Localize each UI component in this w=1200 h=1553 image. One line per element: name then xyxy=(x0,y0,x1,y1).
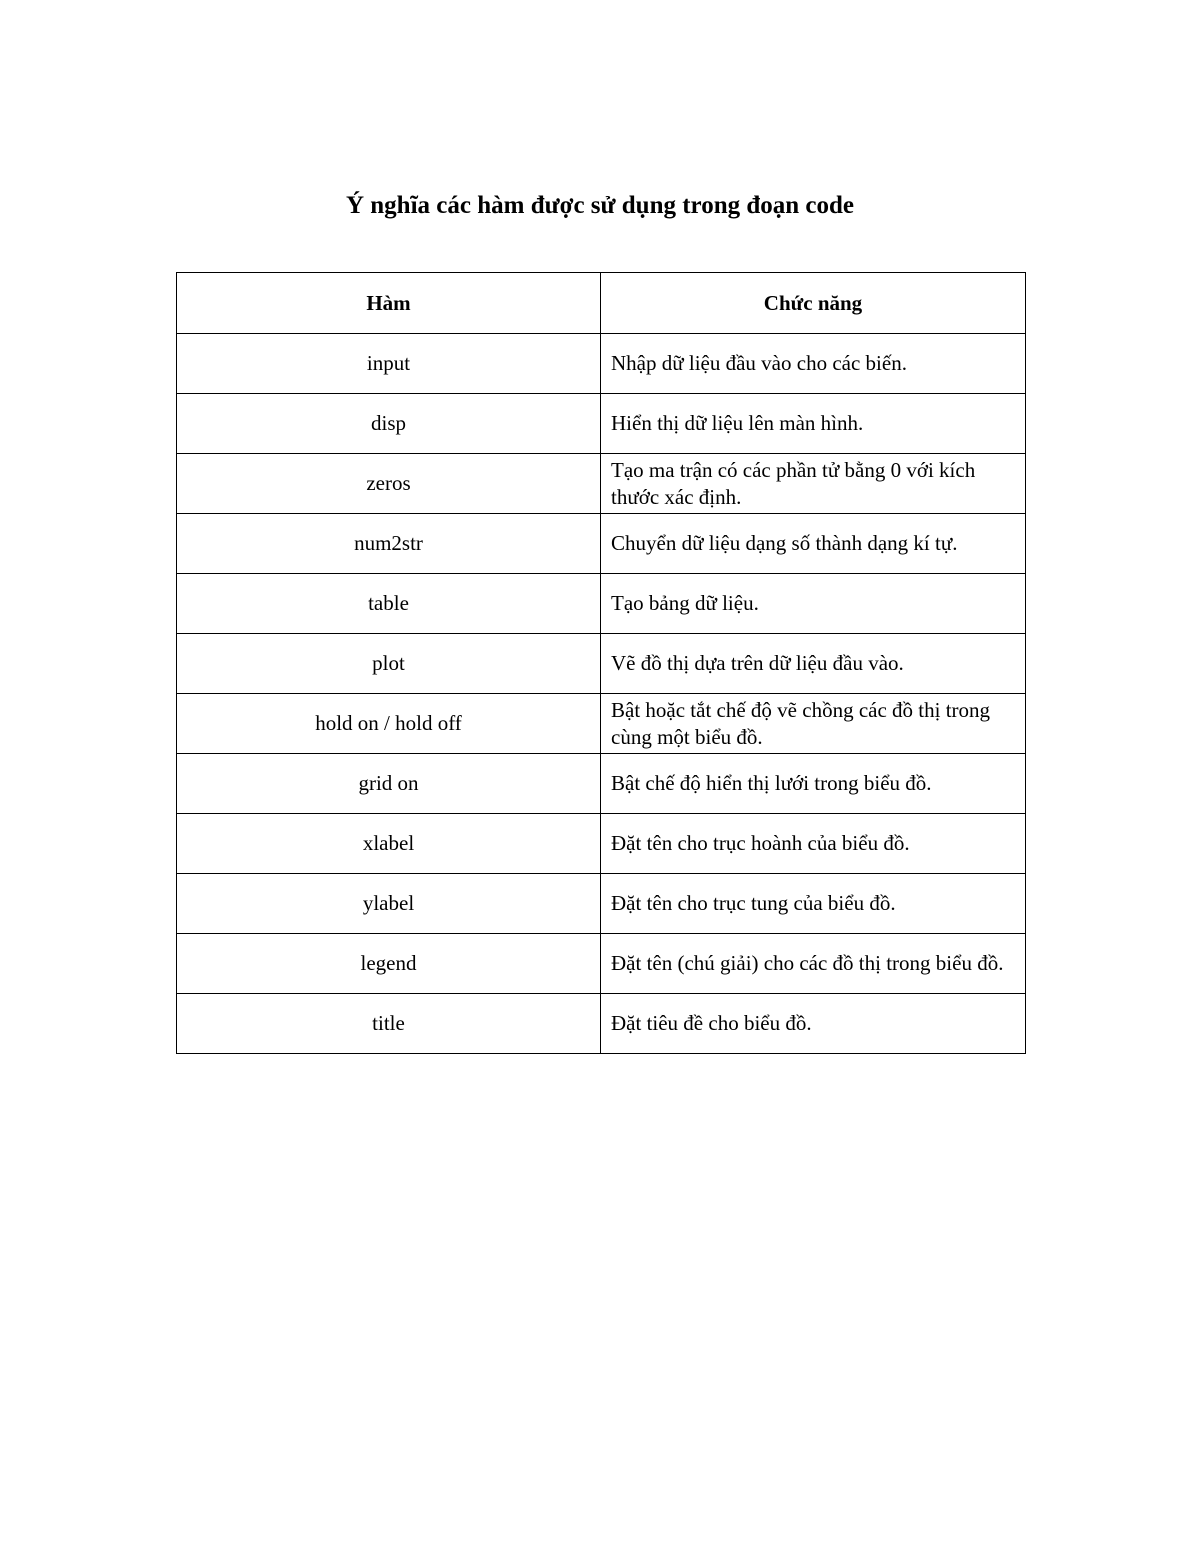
function-name-cell: input xyxy=(177,334,601,394)
function-description-cell: Tạo bảng dữ liệu. xyxy=(601,574,1026,634)
function-name-cell: plot xyxy=(177,634,601,694)
function-name-cell: num2str xyxy=(177,514,601,574)
function-description-cell: Tạo ma trận có các phần tử bằng 0 với kích thước xác định. xyxy=(601,454,1026,514)
table-row xyxy=(177,574,1026,634)
table-row xyxy=(177,394,1026,454)
function-name-cell: table xyxy=(177,574,601,634)
table-row xyxy=(177,334,1026,394)
function-name-cell: grid on xyxy=(177,754,601,814)
function-description-cell: Chuyển dữ liệu dạng số thành dạng kí tự. xyxy=(601,514,1026,574)
table-header-row xyxy=(177,273,1026,334)
function-description-cell: Bật chế độ hiển thị lưới trong biểu đồ. xyxy=(601,754,1026,814)
function-name-cell: disp xyxy=(177,394,601,454)
header-function: Hàm xyxy=(177,273,601,334)
function-description-cell: Bật hoặc tắt chế độ vẽ chồng các đồ thị trong cùng một biểu đồ. xyxy=(601,694,1026,754)
page-title: Ý nghĩa các hàm được sử dụng trong đoạn code xyxy=(345,192,855,219)
function-name-cell: ylabel xyxy=(177,874,601,934)
table-row xyxy=(177,514,1026,574)
function-description-cell: Vẽ đồ thị dựa trên dữ liệu đầu vào. xyxy=(601,634,1026,694)
function-name-cell: xlabel xyxy=(177,814,601,874)
function-name-cell: zeros xyxy=(177,454,601,514)
function-description-cell: Hiển thị dữ liệu lên màn hình. xyxy=(601,394,1026,454)
table-row xyxy=(177,874,1026,934)
table-row xyxy=(177,994,1026,1054)
function-description-cell: Đặt tên (chú giải) cho các đồ thị trong biểu đồ. xyxy=(601,934,1026,994)
function-description-cell: Đặt tiêu đề cho biểu đồ. xyxy=(601,994,1026,1054)
function-table xyxy=(176,272,1026,1054)
header-description: Chức năng xyxy=(601,273,1026,334)
table-row xyxy=(177,454,1026,514)
function-name-cell: legend xyxy=(177,934,601,994)
table-row xyxy=(177,754,1026,814)
table-row xyxy=(177,934,1026,994)
function-name-cell: hold on / hold off xyxy=(177,694,601,754)
table-row xyxy=(177,634,1026,694)
table-row xyxy=(177,814,1026,874)
function-description-cell: Đặt tên cho trục hoành của biểu đồ. xyxy=(601,814,1026,874)
function-description-cell: Nhập dữ liệu đầu vào cho các biến. xyxy=(601,334,1026,394)
table-row xyxy=(177,694,1026,754)
function-description-cell: Đặt tên cho trục tung của biểu đồ. xyxy=(601,874,1026,934)
function-name-cell: title xyxy=(177,994,601,1054)
